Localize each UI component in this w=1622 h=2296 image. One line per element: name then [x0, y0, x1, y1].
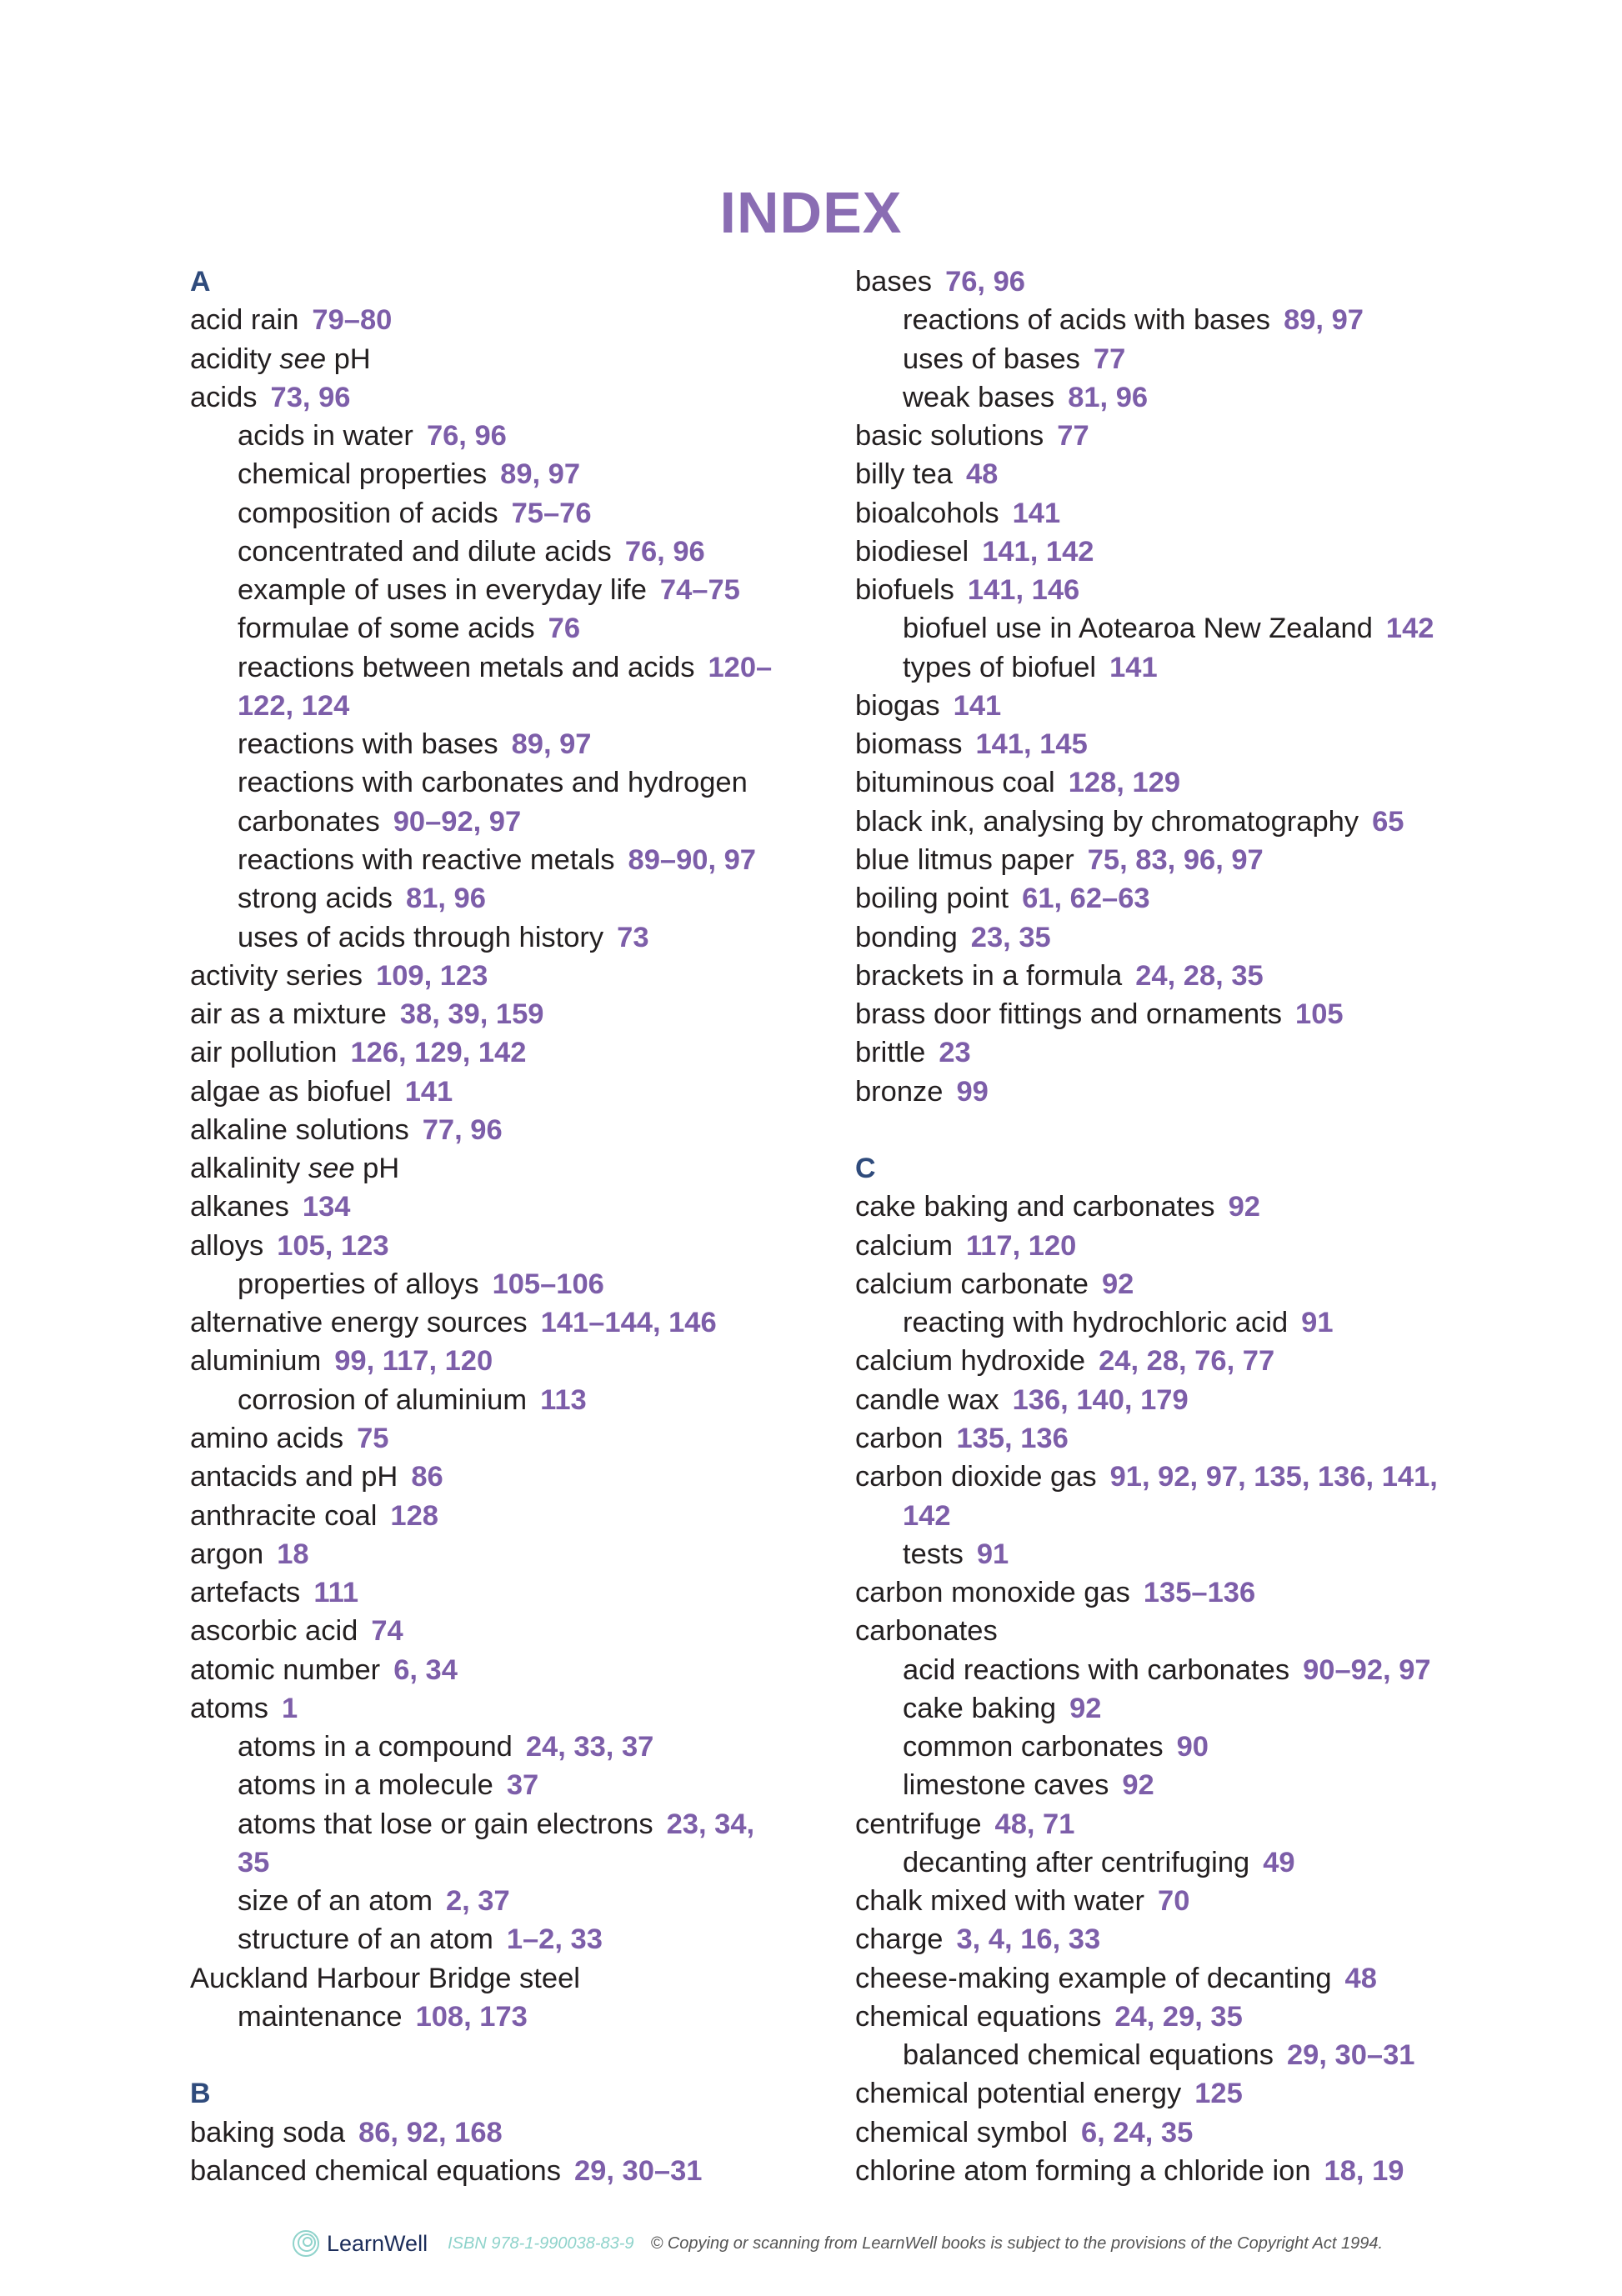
index-term: tests: [903, 1538, 964, 1570]
page-title: INDEX: [719, 180, 903, 245]
index-subentry: [855, 1651, 1472, 1689]
index-subentry: [190, 1728, 807, 1766]
page-numbers: 142: [1385, 613, 1434, 645]
index-entry: [190, 1188, 807, 1226]
see-reference-label: see: [308, 1153, 355, 1185]
index-subentry: [190, 725, 807, 763]
page-numbers: 91: [976, 1538, 1009, 1570]
page-numbers: 48, 71: [994, 1808, 1075, 1840]
index-term: bonding: [855, 921, 958, 953]
index-term: limestone caves: [903, 1769, 1109, 1802]
page-numbers: 73, 96: [270, 381, 351, 413]
page-numbers: 113: [540, 1383, 587, 1416]
page-numbers: 24, 33, 37: [525, 1731, 654, 1763]
page-numbers: 18: [277, 1538, 309, 1570]
index-subentry: [190, 1766, 807, 1804]
index-entry: [190, 1149, 807, 1188]
index-entry: [855, 957, 1472, 995]
page-numbers: 24, 28, 35: [1135, 959, 1264, 992]
index-entry: [855, 2074, 1472, 2113]
index-term: blue litmus paper: [855, 843, 1074, 876]
index-entry: [190, 2152, 807, 2190]
index-term: ascorbic acid: [190, 1615, 358, 1648]
index-term: artefacts: [190, 1577, 301, 1609]
index-subentry: [855, 301, 1472, 339]
index-term: aluminium: [190, 1345, 322, 1378]
index-term: alkalinity: [190, 1153, 301, 1185]
index-entry: [855, 1381, 1472, 1419]
learnwell-logo: [292, 2228, 428, 2259]
index-term: atoms that lose or gain electrons: [238, 1808, 653, 1840]
index-subentry: [190, 494, 807, 533]
page-numbers: 2, 37: [445, 1885, 510, 1918]
index-term: Auckland Harbour Bridge steel: [190, 1962, 580, 1994]
page-numbers: 141: [1012, 497, 1061, 529]
index-term: reactions of acids with bases: [903, 304, 1271, 337]
index-subentry: [190, 571, 807, 609]
index-entry: [190, 995, 807, 1033]
index-term: brittle: [855, 1037, 926, 1069]
page-numbers: 18, 19: [1324, 2155, 1404, 2188]
footer: [292, 2227, 1383, 2260]
index-term: air pollution: [190, 1037, 338, 1069]
index-term: strong acids: [238, 883, 393, 915]
index-entry: [855, 1573, 1472, 1612]
index-term: calcium: [855, 1229, 953, 1262]
index-term: uses of bases: [903, 343, 1080, 375]
page-numbers: 89–90, 97: [628, 843, 756, 876]
index-subentry: [190, 763, 807, 802]
index-term: activity series: [190, 959, 363, 992]
index-subentry: [855, 1303, 1472, 1342]
index-term: chlorine atom forming a chloride ion: [855, 2155, 1311, 2188]
blank-line: [190, 2036, 807, 2074]
see-reference-target: pH: [363, 1153, 400, 1185]
index-subentry: [190, 1920, 807, 1958]
index-term: boiling point: [855, 883, 1009, 915]
page-numbers: 73: [617, 921, 649, 953]
index-term-continuation: maintenance: [238, 2000, 403, 2033]
section-letter-row: [190, 2074, 807, 2113]
page-numbers: 86, 92, 168: [358, 2116, 503, 2148]
index-entry: [190, 1303, 807, 1342]
index-entry: [190, 378, 807, 417]
index-subentry: [190, 609, 807, 648]
index-subentry: [855, 1843, 1472, 1882]
page-numbers: 90: [1176, 1731, 1209, 1763]
index-subentry: [190, 879, 807, 918]
index-entry: [855, 1342, 1472, 1380]
index-entry-continuation: [190, 803, 807, 841]
index-subentry: [855, 648, 1472, 687]
index-term: alkanes: [190, 1191, 289, 1223]
page-numbers: 86: [411, 1461, 443, 1493]
index-entry-continuation: [190, 687, 807, 725]
see-reference-target: pH: [333, 343, 371, 375]
page-numbers: 37: [506, 1769, 539, 1802]
index-term: calcium carbonate: [855, 1268, 1089, 1300]
index-term: bronze: [855, 1075, 944, 1108]
index-term: balanced chemical equations: [903, 2039, 1274, 2072]
index-term: chemical potential energy: [855, 2078, 1182, 2110]
index-term: formulae of some acids: [238, 613, 535, 645]
index-entry: [190, 1689, 807, 1728]
index-term: argon: [190, 1538, 264, 1570]
index-subentry: [855, 340, 1472, 378]
page-numbers: 111: [313, 1577, 359, 1609]
index-term: biodiesel: [855, 535, 969, 568]
index-term: alloys: [190, 1229, 264, 1262]
index-subentry: [855, 378, 1472, 417]
page-numbers: 141: [953, 689, 1002, 722]
index-term: cheese-making example of decanting: [855, 1962, 1332, 1994]
index-term: biofuel use in Aotearoa New Zealand: [903, 613, 1373, 645]
page-numbers: 49: [1263, 1846, 1295, 1878]
index-entry: [855, 879, 1472, 918]
index-entry: [855, 1033, 1472, 1072]
index-entry: [855, 763, 1472, 802]
page-numbers: 81, 96: [1068, 381, 1149, 413]
index-entry: [855, 1920, 1472, 1958]
index-term: structure of an atom: [238, 1923, 493, 1956]
index-term: calcium hydroxide: [855, 1345, 1086, 1378]
page-numbers: 141, 145: [975, 728, 1088, 761]
index-term: balanced chemical equations: [190, 2155, 561, 2188]
index-term: brass door fittings and ornaments: [855, 998, 1283, 1031]
index-entry: [855, 1419, 1472, 1458]
index-term: cake baking: [903, 1692, 1057, 1724]
index-term: concentrated and dilute acids: [238, 535, 612, 568]
index-entry: [855, 494, 1472, 533]
page-numbers: 6, 34: [393, 1653, 458, 1686]
page-numbers: 128: [390, 1499, 438, 1532]
page-numbers: 135, 136: [956, 1422, 1069, 1454]
index-entry: [190, 1651, 807, 1689]
index-entry: [190, 340, 807, 378]
page-numbers: 105–106: [492, 1268, 604, 1300]
index-term: carbon dioxide gas: [855, 1461, 1097, 1493]
index-entry: [190, 1111, 807, 1149]
page-numbers: 141, 146: [967, 574, 1080, 607]
index-term: atoms in a compound: [238, 1731, 513, 1763]
page-numbers: 105, 123: [277, 1229, 389, 1262]
page-numbers-continuation: 108, 173: [415, 2000, 528, 2033]
index-term: chemical symbol: [855, 2116, 1068, 2148]
index-entry-continuation: [190, 1998, 807, 2036]
page-numbers: 70: [1158, 1885, 1190, 1918]
index-subentry: [190, 648, 807, 687]
index-entry-continuation: [190, 1843, 807, 1882]
index-term: cake baking and carbonates: [855, 1191, 1215, 1223]
index-entry: [190, 1033, 807, 1072]
page-numbers-continuation: 90–92, 97: [393, 805, 522, 838]
index-subentry: [190, 1381, 807, 1419]
section-letter: C: [855, 1153, 876, 1185]
index-entry: [855, 918, 1472, 957]
index-term: weak bases: [903, 381, 1055, 413]
index-entry: [855, 1805, 1472, 1843]
index-subentry: [855, 1728, 1472, 1766]
index-subentry: [190, 841, 807, 879]
index-term: baking soda: [190, 2116, 346, 2148]
copyright-notice: © Copying or scanning from LearnWell books is subject to the provisions of the Copyright Act 1994.: [650, 2233, 1384, 2253]
page-numbers: 117, 120: [965, 1229, 1077, 1262]
index-term: bituminous coal: [855, 767, 1055, 799]
index-term: types of biofuel: [903, 651, 1097, 683]
index-entry: [855, 1959, 1472, 1998]
index-subentry: [855, 609, 1472, 648]
index-entry: [855, 995, 1472, 1033]
index-entry: [855, 1073, 1472, 1111]
page-numbers: 76, 96: [426, 420, 507, 453]
page-numbers: 92: [1228, 1191, 1260, 1223]
page-numbers: 75, 83, 96, 97: [1087, 843, 1264, 876]
index-entry: [855, 263, 1472, 301]
page-numbers: 77: [1093, 343, 1126, 375]
index-subentry: [855, 1766, 1472, 1804]
index-term: reactions with reactive metals: [238, 843, 615, 876]
page-numbers: 65: [1372, 805, 1404, 838]
index-term-continuation: carbonates: [238, 805, 380, 838]
logo-text: LearnWell: [327, 2230, 428, 2256]
index-term: size of an atom: [238, 1885, 433, 1918]
index-entry: [190, 2113, 807, 2152]
index-term: bases: [855, 266, 933, 298]
page-numbers: 125: [1194, 2078, 1243, 2110]
index-term: black ink, analysing by chromatography: [855, 805, 1359, 838]
page-numbers: 29, 30–31: [573, 2155, 703, 2188]
index-entry: [855, 1227, 1472, 1265]
index-entry: [190, 1419, 807, 1458]
index-entry: [855, 841, 1472, 879]
index-term: billy tea: [855, 458, 953, 491]
page-numbers: 75–76: [511, 497, 592, 529]
index-entry-continuation: [855, 1497, 1472, 1535]
page-numbers: 38, 39, 159: [399, 998, 544, 1031]
page-numbers: 77, 96: [422, 1113, 503, 1146]
index-entry: [190, 1227, 807, 1265]
index-term: basic solutions: [855, 420, 1044, 453]
page-numbers: 135–136: [1143, 1577, 1256, 1609]
index-entry: [190, 1573, 807, 1612]
page-numbers: 99, 117, 120: [334, 1345, 493, 1378]
page-numbers: 1: [281, 1692, 298, 1724]
index-entry: [190, 1342, 807, 1380]
section-letter-row: [855, 1149, 1472, 1188]
section-letter: A: [190, 266, 211, 298]
page-numbers: 109, 123: [376, 959, 488, 992]
page-numbers: 74: [371, 1615, 403, 1648]
index-term: acid rain: [190, 304, 299, 337]
swirl-logo-icon: [292, 2228, 320, 2259]
page-numbers: 90–92, 97: [1303, 1653, 1431, 1686]
index-entry: [855, 1998, 1472, 2036]
index-term: amino acids: [190, 1422, 344, 1454]
index-subentry: [190, 1805, 807, 1843]
index-term: biogas: [855, 689, 940, 722]
page-numbers: 141: [1109, 651, 1158, 683]
index-entry: [190, 1535, 807, 1573]
index-subentry: [855, 2036, 1472, 2074]
index-entry: [190, 301, 807, 339]
index-term: corrosion of aluminium: [238, 1383, 528, 1416]
page-numbers: 91, 92, 97, 135, 136, 141,: [1109, 1461, 1438, 1493]
index-entry: [855, 417, 1472, 455]
page-numbers: 23: [939, 1037, 971, 1069]
index-term: biofuels: [855, 574, 954, 607]
index-subentry: [190, 417, 807, 455]
page-numbers: 141–144, 146: [540, 1307, 717, 1339]
index-term: chemical equations: [855, 2000, 1102, 2033]
index-entry: [855, 533, 1472, 571]
index-entry: [190, 957, 807, 995]
index-term: reacting with hydrochloric acid: [903, 1307, 1289, 1339]
page-numbers: 77: [1057, 420, 1089, 453]
page-numbers: 81, 96: [406, 883, 486, 915]
index-entry: [855, 1882, 1472, 1920]
index-entry: [855, 2152, 1472, 2190]
page-numbers: 120–: [708, 651, 773, 683]
index-entry: [855, 2113, 1472, 2152]
section-letter: B: [190, 2078, 211, 2110]
page-numbers: 23, 35: [970, 921, 1051, 953]
see-reference-label: see: [279, 343, 327, 375]
index-term: decanting after centrifuging: [903, 1846, 1250, 1878]
page-numbers: 76, 96: [945, 266, 1025, 298]
page-numbers: 3, 4, 16, 33: [956, 1923, 1101, 1956]
index-term: properties of alloys: [238, 1268, 479, 1300]
page-numbers: 99: [956, 1075, 989, 1108]
index-term: algae as biofuel: [190, 1075, 392, 1108]
index-term: atoms: [190, 1692, 268, 1724]
index-term: reactions between metals and acids: [238, 651, 695, 683]
index-term: charge: [855, 1923, 944, 1956]
index-subentry: [855, 1689, 1472, 1728]
page-numbers: 141, 142: [982, 535, 1094, 568]
page-numbers: 23, 34,: [666, 1808, 755, 1840]
index-term: acids in water: [238, 420, 413, 453]
page-numbers-continuation: 122, 124: [238, 689, 350, 722]
page-numbers: 92: [1101, 1268, 1134, 1300]
index-entry: [855, 725, 1472, 763]
index-entry: [855, 571, 1472, 609]
index-term: reactions with carbonates and hydrogen: [238, 767, 748, 799]
index-term: candle wax: [855, 1383, 999, 1416]
index-term: biomass: [855, 728, 963, 761]
page-numbers: 89, 97: [1284, 304, 1364, 337]
page-numbers: 1–2, 33: [506, 1923, 603, 1956]
index-entry: [855, 1458, 1472, 1496]
page-numbers-continuation: 142: [903, 1499, 951, 1532]
page-numbers-continuation: 35: [238, 1846, 270, 1878]
index-term: carbon monoxide gas: [855, 1577, 1130, 1609]
index-entry: [855, 803, 1472, 841]
index-subentry: [190, 1265, 807, 1303]
section-letter-row: [190, 263, 807, 301]
page-numbers: 91: [1301, 1307, 1334, 1339]
page-numbers: 89, 97: [500, 458, 581, 491]
index-term: chemical properties: [238, 458, 488, 491]
page-numbers: 105: [1295, 998, 1344, 1031]
page-numbers: 6, 24, 35: [1081, 2116, 1194, 2148]
index-term: bioalcohols: [855, 497, 999, 529]
index-term: composition of acids: [238, 497, 498, 529]
index-subentry: [190, 533, 807, 571]
index-entry: [855, 1188, 1472, 1226]
page-numbers: 48: [1344, 1962, 1377, 1994]
index-term: common carbonates: [903, 1731, 1164, 1763]
index-term: acid reactions with carbonates: [903, 1653, 1290, 1686]
index-subentry: [190, 918, 807, 957]
index-term: atomic number: [190, 1653, 381, 1686]
isbn: ISBN 978-1-990038-83-9: [448, 2233, 634, 2253]
index-term: example of uses in everyday life: [238, 574, 647, 607]
index-term: carbonates: [855, 1615, 998, 1648]
page-numbers: 141: [404, 1075, 453, 1108]
page-numbers: 128, 129: [1068, 767, 1181, 799]
index-term: acids: [190, 381, 258, 413]
page-numbers: 126, 129, 142: [350, 1037, 527, 1069]
index-entry: [190, 1073, 807, 1111]
index-term: alternative energy sources: [190, 1307, 528, 1339]
page-numbers: 76: [548, 613, 581, 645]
page-numbers: 74–75: [659, 574, 740, 607]
index-term: centrifuge: [855, 1808, 982, 1840]
page-numbers: 92: [1122, 1769, 1154, 1802]
page-numbers: 134: [302, 1191, 351, 1223]
page-numbers: 48: [965, 458, 999, 491]
page-numbers: 92: [1069, 1692, 1102, 1724]
index-entry: [855, 455, 1472, 493]
index-entry: [190, 1497, 807, 1535]
index-entry: [190, 1959, 807, 1998]
index-term: reactions with bases: [238, 728, 498, 761]
page-numbers: 75: [357, 1422, 389, 1454]
index-term: carbon: [855, 1422, 944, 1454]
page-numbers: 29, 30–31: [1286, 2039, 1415, 2072]
page-numbers: 79–80: [312, 304, 393, 337]
index-entry: [855, 1612, 1472, 1650]
index-subentry: [190, 1882, 807, 1920]
page-numbers: 61, 62–63: [1022, 883, 1150, 915]
page-numbers: 24, 28, 76, 77: [1099, 1345, 1275, 1378]
index-term: acidity: [190, 343, 272, 375]
page-numbers: 76, 96: [624, 535, 705, 568]
index-term: antacids and pH: [190, 1461, 398, 1493]
index-column-left: [190, 263, 807, 2190]
index-subentry: [190, 455, 807, 493]
page-numbers: 89, 97: [511, 728, 592, 761]
index-entry: [190, 1612, 807, 1650]
page-numbers: 136, 140, 179: [1012, 1383, 1189, 1416]
index-entry: [855, 687, 1472, 725]
page-numbers: 24, 29, 35: [1114, 2000, 1243, 2033]
index-term: anthracite coal: [190, 1499, 378, 1532]
blank-line: [855, 1111, 1472, 1149]
index-term: chalk mixed with water: [855, 1885, 1145, 1918]
index-term: air as a mixture: [190, 998, 387, 1031]
index-column-right: [855, 263, 1472, 2190]
index-term: uses of acids through history: [238, 921, 604, 953]
index-term: alkaline solutions: [190, 1113, 409, 1146]
index-entry: [855, 1265, 1472, 1303]
index-term: brackets in a formula: [855, 959, 1123, 992]
index-entry: [190, 1458, 807, 1496]
index-subentry: [855, 1535, 1472, 1573]
index-term: atoms in a molecule: [238, 1769, 493, 1802]
